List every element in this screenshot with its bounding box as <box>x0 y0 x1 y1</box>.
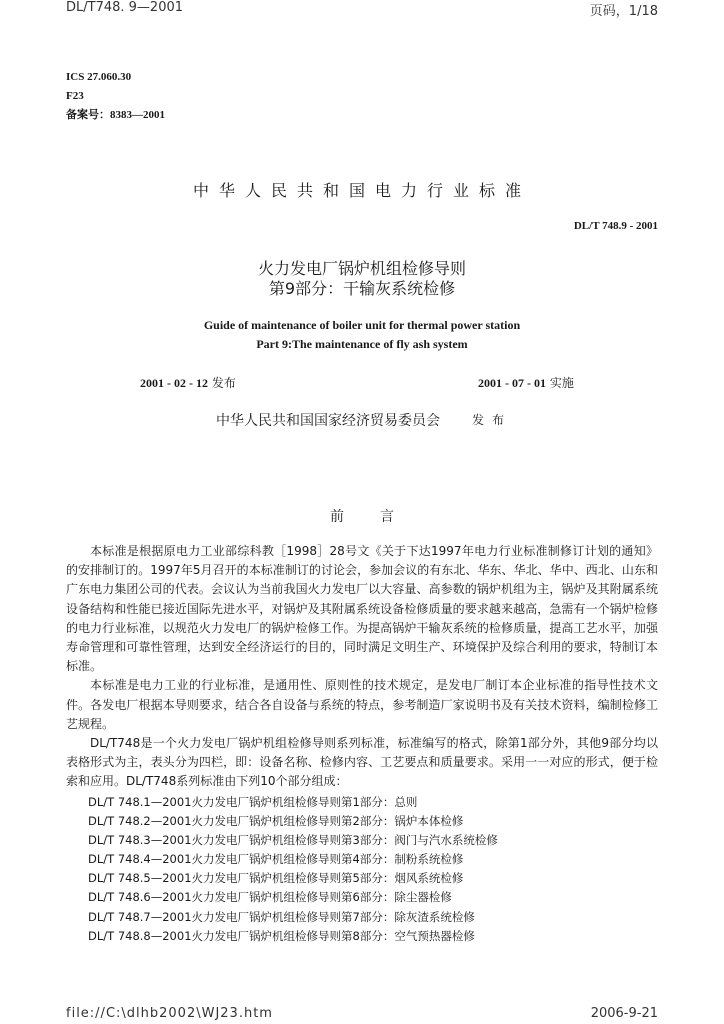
list-item: DL/T 748.4—2001火力发电厂锅炉机组检修导则第4部分：制粉系统检修 <box>88 852 464 867</box>
issuer: 中华人民共和国国家经济贸易委员会 <box>216 413 440 429</box>
implement-date: 2001 - 07 - 01 <box>478 376 546 390</box>
header-doc-id: DL/T748. 9—2001 <box>66 0 184 15</box>
publish-date-line <box>140 374 236 391</box>
publish-label: 发布 <box>208 376 236 390</box>
preface-paragraph-2: 本标准是电力工业的行业标准，是通用性、原则性的技术规定，是发电厂制订本企业标准的指导性技术文件。各发电厂根据本导则要求，结合各自设备与系统的特点，参考制造厂家说明书及有关技术资料，编制检修工艺规程。 <box>66 678 658 731</box>
implement-label: 实施 <box>546 376 574 390</box>
page-header <box>0 0 724 22</box>
record-number: 备案号：8383—2001 <box>66 109 165 121</box>
preface-heading-char-2: 言 <box>380 509 394 525</box>
list-item: DL/T 748.2—2001火力发电厂锅炉机组检修导则第2部分：锅炉本体检修 <box>88 814 464 829</box>
title-en-part: Part 9:The maintenance of fly ash system <box>256 337 468 351</box>
ics-code: ICS 27.060.30 <box>66 71 132 83</box>
preface-paragraph-3: DL/T748是一个火力发电厂锅炉机组检修导则系列标准，标准编写的格式，除第1部分外，其他9部分均以表格形式为主，表头分为四栏，即：设备名称、检修内容、工艺要点和质量要求。采用一一对应的形式，便于检索和应用。DL/T748系列标准由下列10个部分组成： <box>66 736 658 789</box>
implement-date-line <box>478 374 574 391</box>
list-item: DL/T 748.5—2001火力发电厂锅炉机组检修导则第5部分：烟风系统检修 <box>88 871 464 886</box>
preface-body <box>66 542 658 792</box>
list-item: DL/T 748.7—2001火力发电厂锅炉机组检修导则第7部分：除灰渣系统检修 <box>88 909 475 924</box>
list-item: DL/T 748.8—2001火力发电厂锅炉机组检修导则第8部分：空气预热器检修 <box>88 928 475 943</box>
issue-word: 发布 <box>472 413 513 427</box>
classification-block <box>66 68 165 125</box>
publish-date: 2001 - 02 - 12 <box>140 376 208 390</box>
title-en-main: Guide of maintenance of boiler unit for thermal power station <box>203 318 521 332</box>
parts-list <box>88 793 498 946</box>
class-code: F23 <box>66 90 84 102</box>
header-page-number: 页码，1/18 <box>589 4 658 19</box>
page-footer <box>0 1006 724 1024</box>
title-cn-part: 第9部分：干输灰系统检修 <box>268 279 456 298</box>
list-item: DL/T 748.3—2001火力发电厂锅炉机组检修导则第3部分：阀门与汽水系统检修 <box>88 833 498 848</box>
preface-heading <box>0 506 724 526</box>
footer-date: 2006-9-21 <box>590 1006 658 1021</box>
list-item: DL/T 748.6—2001火力发电厂锅炉机组检修导则第6部分：除尘器检修 <box>88 890 452 905</box>
preface-paragraph-1: 本标准是根据原电力工业部综科教［1998］28号文《关于下达1997年电力行业标准制修订计划的通知》的安排制订的。1997年5月召开的本标准制订的讨论会，参加会议的有东北、华东、华北、华中、西北、山东和广东电力集团公司的代表。会议认为当前我国火力发电厂以大容量、高参数的锅炉机组为主，锅炉及其附属系统设备结构和性能已接近国际先进水平，对锅炉及其附属系统设备检修质量的要求越来越高，急需有一个锅炉检修的电力行业标准，以规范火力发电厂的锅炉检修工作。为提高锅炉干输灰系统的检修质量，提高工艺水平，加强寿命管理和可靠性管理，达到安全经济运行的目的，同时满足文明生产、环境保护及综合利用的要求，特制订本标准。 <box>66 544 658 674</box>
list-item: DL/T 748.1—2001火力发电厂锅炉机组检修导则第1部分：总则 <box>88 795 418 809</box>
title-cn-main: 火力发电厂锅炉机组检修导则 <box>257 259 466 278</box>
standard-code: DL/T 748.9 - 2001 <box>573 220 658 232</box>
preface-heading-char-1: 前 <box>330 509 344 525</box>
footer-file-path: file://C:\dlhb2002\WJ23.htm <box>66 1006 273 1021</box>
standard-organization: 中华人民共和国电力行业标准 <box>192 181 531 200</box>
